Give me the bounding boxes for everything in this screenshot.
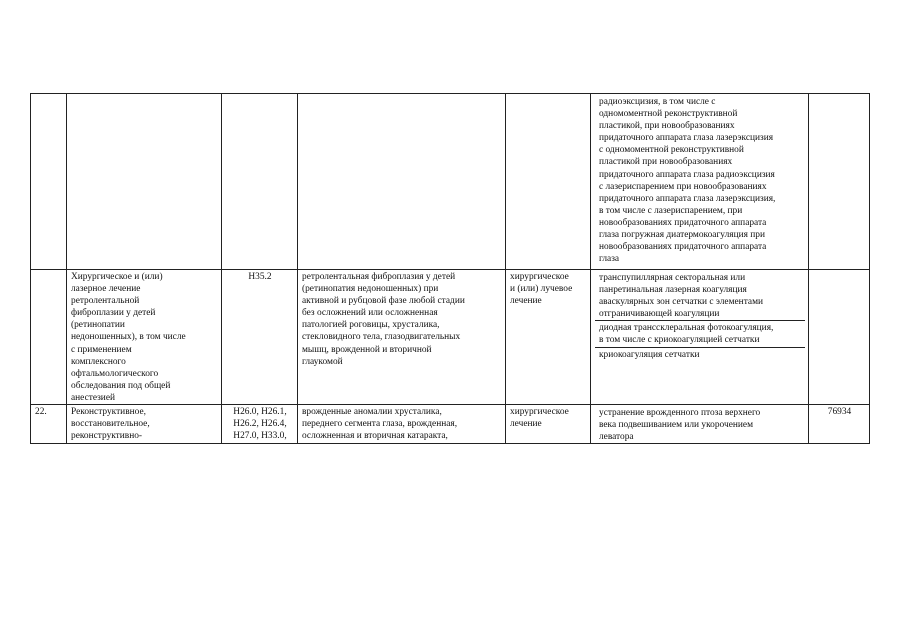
method-entry — [595, 95, 805, 265]
treatment-methods-cell — [591, 405, 809, 444]
treatment-type-cell — [506, 94, 591, 270]
cell-text-line: века подвешиванием или укорочением — [599, 420, 754, 431]
patient-model-cell — [298, 405, 506, 444]
method-entry — [595, 406, 805, 443]
cell-text-line: придаточного аппарата глаза лазерэксцизия — [599, 133, 774, 144]
treatment-methods-cell — [591, 270, 809, 405]
cell-text-line: комплексного — [71, 356, 126, 367]
patient-model-cell — [298, 270, 506, 405]
cell-text-line: криокоагуляция сетчатки — [599, 349, 700, 360]
cell-text-line: лазерное лечение — [71, 284, 141, 295]
cell-text-line: в том числе с криокоагуляцией сетчатки — [599, 335, 760, 346]
row-number-cell — [31, 405, 67, 444]
care-type-cell — [67, 405, 222, 444]
cell-text-line: аваскулярных зон сетчатки с элементами — [599, 297, 764, 308]
cell-text-line: придаточного аппарата глаза радиоэксцизия — [599, 169, 775, 180]
cell-text-line: глаза — [599, 254, 620, 265]
cell-text-line: ретролентальная фиброплазия у детей — [302, 272, 456, 282]
medical-care-table — [30, 93, 870, 444]
care-type-cell — [67, 94, 222, 270]
cell-text-line: пластикой при новообразованиях — [599, 157, 733, 168]
cell-text-line: хирургическое — [510, 272, 569, 282]
cell-text-line: офтальмологического — [71, 368, 159, 379]
cell-text-line: анестезией — [71, 392, 116, 403]
icd-code-cell — [222, 405, 298, 444]
cell-text-line: фиброплазии у детей — [71, 308, 156, 319]
cell-text-line: пластикой, при новообразованиях — [599, 121, 735, 132]
cell-text-line: с лазериспарением при новообразованиях — [599, 181, 767, 192]
cell-text-line: глаза погружная диатермокоагуляция при — [599, 230, 765, 241]
cell-text-line: H27.0, H33.0, — [233, 431, 287, 442]
cell-text-line: леватора — [599, 432, 634, 443]
price-cell — [809, 405, 870, 444]
cell-text-line: мышц, врожденной и вторичной — [302, 344, 432, 355]
cell-text-line: переднего сегмента глаза, врожденная, — [302, 419, 458, 430]
cell-text-line: H26.0, H26.1, — [233, 407, 287, 418]
price-cell — [809, 270, 870, 405]
method-entry — [595, 347, 805, 361]
table-row — [31, 270, 870, 405]
icd-code-cell — [222, 270, 298, 405]
cell-text-line: с одномоментной реконструктивной — [599, 145, 744, 156]
treatment-methods-cell — [591, 94, 809, 270]
cell-text-line: устранение врожденного птоза верхнего — [599, 408, 761, 419]
cell-text-line: глаукомой — [302, 356, 343, 367]
price-value: 76934 — [827, 407, 852, 418]
method-entry — [595, 320, 805, 346]
cell-text-line: хирургическое — [510, 407, 569, 418]
cell-text-line: стекловидного тела, глазодвигательных — [302, 332, 461, 343]
cell-text-line: осложненная и вторичная катаракта, — [302, 431, 448, 442]
cell-text-line: панретинальная лазерная коагуляция — [599, 285, 747, 296]
treatment-type-cell — [506, 405, 591, 444]
cell-text-line: без осложнений или осложненная — [302, 308, 438, 319]
cell-text-line: одномоментной реконструктивной — [599, 109, 738, 120]
cell-text-line: диодная транссклеральная фотокоагуляция, — [599, 323, 774, 334]
cell-text-line: реконструктивно- — [71, 431, 143, 442]
row-number-cell — [31, 94, 67, 270]
table-row — [31, 94, 870, 270]
cell-text-line: восстановительное, — [71, 419, 150, 430]
cell-text-line: радиоэксцизия, в том числе с — [599, 97, 716, 107]
cell-text-line: с применением — [71, 344, 132, 355]
cell-text-line: патологией роговицы, хрусталика, — [302, 320, 440, 331]
cell-text-line: Реконструктивное, — [71, 407, 146, 418]
cell-text-line: врожденные аномалии хрусталика, — [302, 407, 442, 418]
cell-text-line: придаточного аппарата глаза лазерэксцизия, — [599, 193, 776, 204]
cell-text-line: лечение — [510, 296, 542, 307]
cell-text-line: (ретинопатии — [71, 320, 125, 331]
treatment-type-cell — [506, 270, 591, 405]
method-entry — [595, 271, 805, 320]
table-body — [31, 94, 870, 444]
cell-text-line: и (или) лучевое — [510, 284, 573, 295]
care-type-cell — [67, 270, 222, 405]
cell-text-line: транспупиллярная секторальная или — [599, 273, 746, 283]
table-row — [31, 405, 870, 444]
cell-text-line: обследования под общей — [71, 380, 171, 391]
row-number-cell — [31, 270, 67, 405]
cell-text-line: недоношенных), в том числе — [71, 332, 186, 343]
cell-text-line: (ретинопатия недоношенных) при — [302, 284, 439, 295]
icd-code-cell — [222, 94, 298, 270]
patient-model-cell — [298, 94, 506, 270]
cell-text-line: ретролентальной — [71, 296, 140, 307]
cell-text-line: Хирургическое и (или) — [71, 272, 163, 282]
cell-text-line: отграничивающей коагуляции — [599, 309, 720, 320]
price-cell — [809, 94, 870, 270]
cell-text-line: активной и рубцовой фазе любой стадии — [302, 296, 465, 307]
cell-text-line: новообразованиях придаточного аппарата — [599, 217, 767, 228]
cell-text-line: лечение — [510, 419, 542, 430]
cell-text-line: H26.2, H26.4, — [233, 419, 287, 430]
row-number: 22. — [35, 407, 47, 418]
cell-text-line: новообразованиях придаточного аппарата — [599, 242, 767, 253]
cell-text-line: в том числе с лазериспарением, при — [599, 205, 743, 216]
cell-text-line: H35.2 — [248, 272, 272, 282]
